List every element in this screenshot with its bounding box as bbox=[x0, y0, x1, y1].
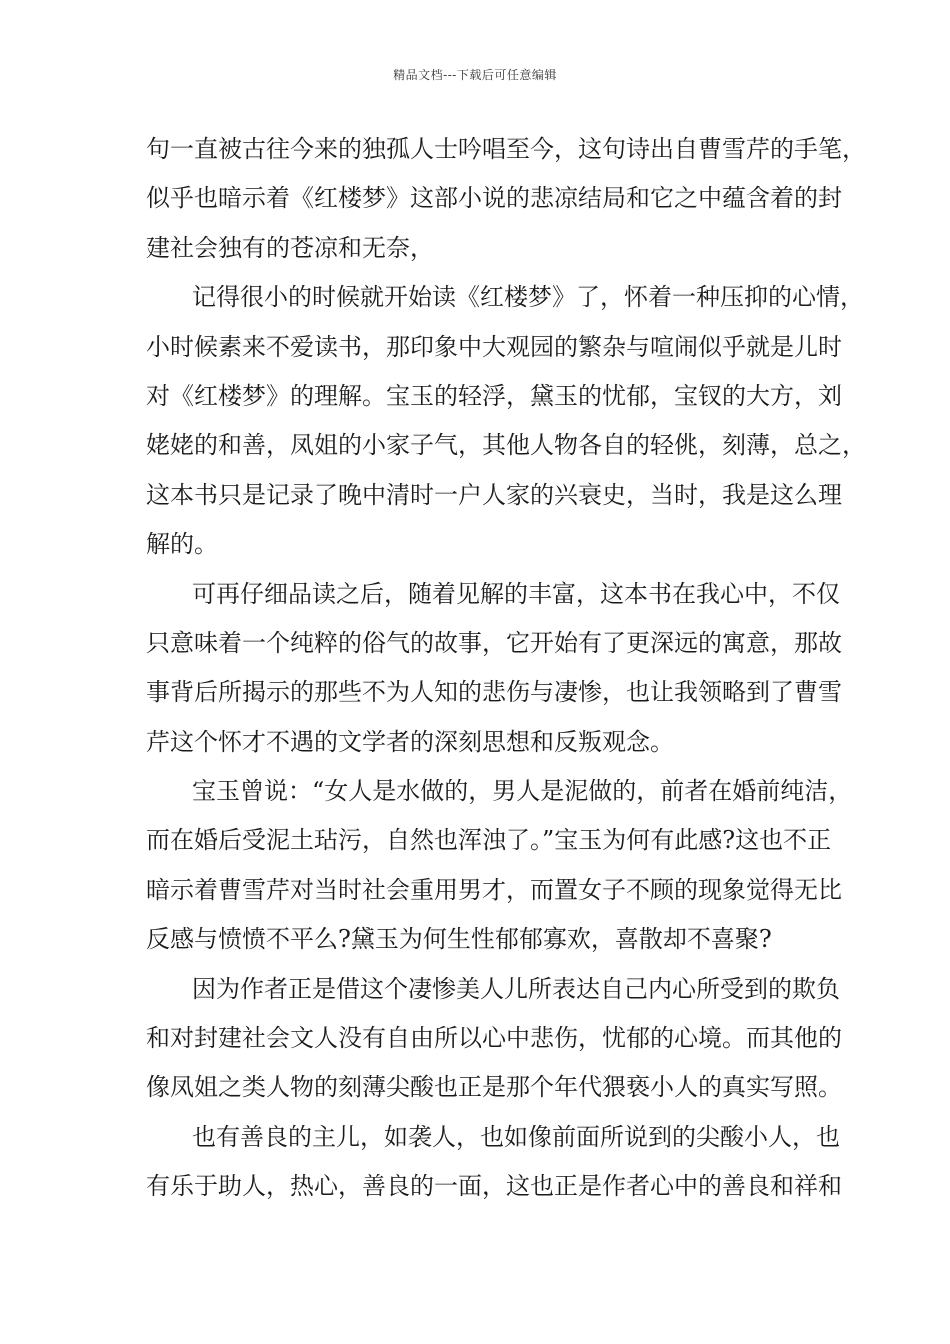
text-line: 也有善良的主儿，如袭人，也如像前面所说到的尖酸小人，也 bbox=[192, 1122, 840, 1151]
text-line: 可再仔细品读之后，随着见解的丰富，这本书在我心中，不仅 bbox=[192, 579, 840, 608]
body-text bbox=[146, 125, 866, 1212]
text-line: 芹这个怀才不遇的文学者的深刻思想和反叛观念。 bbox=[146, 727, 674, 756]
text-line: 和对封建社会文人没有自由所以心中悲伤，忧郁的心境。而其他的 bbox=[146, 1024, 842, 1053]
text-line: 暗示着曹雪芹对当时社会重用男才，而置女子不顾的现象觉得无比 bbox=[146, 875, 842, 904]
text-line: 建社会独有的苍凉和无奈， bbox=[146, 233, 434, 262]
text-line: 对《红楼梦》的理解。宝玉的轻浮，黛玉的忧郁，宝钗的大方，刘 bbox=[146, 381, 842, 410]
text-line: 事背后所揭示的那些不为人知的悲伤与凄惨，也让我领略到了曹雪 bbox=[146, 678, 842, 707]
text-line: 这本书只是记录了晚中清时一户人家的兴衰史，当时，我是这么理 bbox=[146, 480, 842, 509]
text-line: 记得很小的时候就开始读《红楼梦》了，怀着一种压抑的心情， bbox=[192, 283, 864, 312]
text-line: 像凤姐之类人物的刻薄尖酸也正是那个年代猥亵小人的真实写照。 bbox=[146, 1073, 842, 1102]
text-line: 似乎也暗示着《红楼梦》这部小说的悲凉结局和它之中蕴含着的封 bbox=[146, 184, 842, 213]
text-line: 有乐于助人，热心，善良的一面，这也正是作者心中的善良和祥和 bbox=[146, 1172, 842, 1201]
text-line: 因为作者正是借这个凄惨美人儿所表达自己内心所受到的欺负 bbox=[192, 974, 840, 1003]
text-line: 解的。 bbox=[146, 530, 218, 559]
text-line: 小时候素来不爱读书，那印象中大观园的繁杂与喧闹似乎就是儿时 bbox=[146, 332, 842, 361]
text-line: 而在婚后受泥土玷污，自然也浑浊了。”宝玉为何有此感?这也不正 bbox=[146, 826, 832, 855]
page-header: 精品文档---下载后可任意编辑 bbox=[393, 68, 557, 82]
text-line: 姥姥的和善，凤姐的小家子气，其他人物各自的轻佻，刻薄，总之， bbox=[146, 431, 866, 460]
text-line: 反感与愤愤不平么?黛玉为何生性郁郁寡欢，喜散却不喜聚? bbox=[146, 925, 772, 954]
text-line: 宝玉曾说：“女人是水做的，男人是泥做的，前者在婚前纯洁， bbox=[192, 777, 853, 806]
text-line: 句一直被古往今来的独孤人士吟唱至今，这句诗出自曹雪芹的手笔， bbox=[146, 135, 866, 163]
text-line: 只意味着一个纯粹的俗气的故事，它开始有了更深远的寓意，那故 bbox=[146, 628, 842, 657]
